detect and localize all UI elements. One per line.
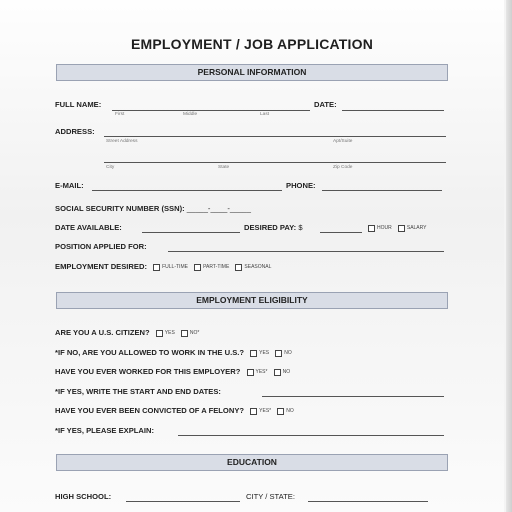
full-time-checkbox[interactable] — [153, 264, 160, 271]
position-label: POSITION APPLIED FOR: — [55, 242, 147, 251]
employment-desired-label: EMPLOYMENT DESIRED: — [55, 262, 147, 271]
last-sublabel: Last — [260, 112, 270, 117]
citizen-no-label: NO* — [189, 330, 200, 336]
apt-suite-sublabel: Apt/Suite — [333, 139, 353, 144]
citizen-question: ARE YOU A U.S. CITIZEN? — [55, 328, 150, 337]
street-address-sublabel: Street Address — [106, 139, 138, 144]
allowed-question: *IF NO, ARE YOU ALLOWED TO WORK IN THE U.S.? — [55, 348, 245, 357]
citizen-no-checkbox[interactable] — [181, 330, 188, 337]
worked-no-label: NO — [282, 369, 291, 375]
full-name-field[interactable] — [112, 110, 310, 111]
felony-yes-label: YES* — [259, 408, 272, 414]
email-field[interactable] — [92, 190, 282, 191]
desired-pay-row — [244, 222, 303, 234]
full-time-option-label: FULL-TIME — [162, 264, 188, 270]
seasonal-checkbox[interactable] — [235, 264, 242, 271]
worked-no-checkbox[interactable] — [274, 369, 281, 376]
start-end-dates-field[interactable] — [262, 396, 444, 397]
first-sublabel: First — [115, 112, 125, 117]
address-label: ADDRESS: — [55, 127, 95, 136]
felony-no-label: NO — [286, 408, 294, 414]
felony-question: HAVE YOU EVER BEEN CONVICTED OF A FELONY? — [55, 406, 245, 415]
email-label: E-MAIL: — [55, 181, 84, 190]
part-time-checkbox[interactable] — [194, 264, 201, 271]
section-education: EDUCATION — [56, 454, 448, 471]
desired-pay-field[interactable] — [320, 232, 362, 233]
street-address-field[interactable] — [104, 136, 446, 137]
allowed-yes-label: YES — [259, 350, 270, 356]
page-edge — [506, 0, 512, 512]
explain-label: *IF YES, PLEASE EXPLAIN: — [55, 426, 155, 435]
citizen-row — [55, 327, 199, 339]
dollar-sign: $ — [298, 223, 303, 232]
employment-desired-row — [55, 261, 271, 273]
allowed-row — [55, 347, 292, 359]
salary-option-label: SALARY — [406, 225, 427, 231]
high-school-label: HIGH SCHOOL: — [55, 492, 112, 501]
phone-field[interactable] — [322, 190, 442, 191]
dates-label: *IF YES, WRITE THE START AND END DATES: — [55, 387, 221, 396]
zip-code-sublabel: Zip Code — [333, 165, 353, 170]
salary-checkbox[interactable] — [398, 225, 405, 232]
explain-field[interactable] — [178, 435, 444, 436]
high-school-field[interactable] — [126, 501, 240, 502]
date-available-field[interactable] — [142, 232, 240, 233]
city-state-label: CITY / STATE: — [246, 492, 295, 501]
position-field[interactable] — [168, 251, 444, 252]
desired-pay-label: DESIRED PAY: — [244, 223, 297, 232]
ssn-label: SOCIAL SECURITY NUMBER (SSN): — [55, 204, 185, 213]
state-sublabel: State — [218, 165, 230, 170]
date-label: DATE: — [314, 100, 337, 109]
citizen-yes-checkbox[interactable] — [156, 330, 163, 337]
high-school-city-state-field[interactable] — [308, 501, 428, 502]
allowed-no-checkbox[interactable] — [275, 350, 282, 357]
city-state-zip-field[interactable] — [104, 162, 446, 163]
felony-no-checkbox[interactable] — [277, 408, 284, 415]
seasonal-option-label: SEASONAL — [244, 264, 272, 270]
citizen-yes-label: YES — [164, 330, 175, 336]
section-employment-eligibility: EMPLOYMENT ELIGIBILITY — [56, 292, 448, 309]
worked-question: HAVE YOU EVER WORKED FOR THIS EMPLOYER? — [55, 367, 241, 376]
worked-yes-label: YES* — [255, 369, 268, 375]
date-field[interactable] — [342, 110, 444, 111]
worked-row — [55, 366, 290, 378]
ssn-field[interactable]: _____-____-_____ — [186, 204, 251, 213]
city-sublabel: City — [106, 165, 115, 170]
section-personal-information: PERSONAL INFORMATION — [56, 64, 448, 81]
worked-yes-checkbox[interactable] — [247, 369, 254, 376]
pay-options — [364, 222, 427, 234]
date-available-label: DATE AVAILABLE: — [55, 223, 122, 232]
phone-label: PHONE: — [286, 181, 316, 190]
full-name-label: FULL NAME: — [55, 100, 102, 109]
ssn-row — [55, 203, 251, 215]
form-title: EMPLOYMENT / JOB APPLICATION — [130, 36, 374, 52]
allowed-yes-checkbox[interactable] — [250, 350, 257, 357]
allowed-no-label: NO — [284, 350, 292, 356]
felony-row — [55, 405, 294, 417]
hour-option-label: HOUR — [377, 225, 392, 231]
felony-yes-checkbox[interactable] — [250, 408, 257, 415]
middle-sublabel: Middle — [183, 112, 198, 117]
hour-checkbox[interactable] — [368, 225, 375, 232]
part-time-option-label: PART-TIME — [203, 264, 230, 270]
